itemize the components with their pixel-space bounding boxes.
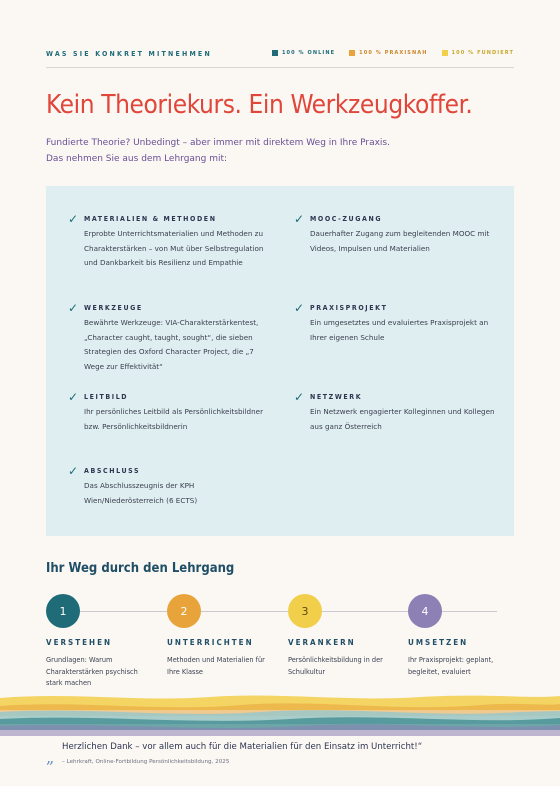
step-number-badge: 1 [46,594,80,628]
page-title: Kein Theoriekurs. Ein Werkzeugkoffer. [46,90,473,120]
step-heading: UMSETZEN [408,638,469,647]
quote-mark-icon: „ [46,748,55,767]
legend-swatch [349,50,355,56]
step-description: Grundlagen: Warum Charakterstärken psychisch stark machen [46,656,138,687]
checkmark-icon: ✓ [68,301,79,315]
feature-heading: MOOC-ZUGANG [310,215,383,223]
legend-label: 100 % PRAXISNAH [359,50,428,56]
checkmark-icon: ✓ [68,212,79,226]
feature-heading: LEITBILD [84,393,129,401]
checkmark-icon: ✓ [294,390,305,404]
feature-heading: PRAXISPROJEKT [310,304,388,312]
feature-description: Ein Netzwerk engagierter Kolleginnen und Kollegen aus ganz Österreich [310,407,495,431]
step-number-badge: 2 [167,594,201,628]
feature-description: Ihr persönliches Leitbild als Persönlichkeitsbildner bzw. Persönlichkeitsbildnerin [84,407,264,431]
step-heading: VERANKERN [288,638,356,647]
step-heading: VERSTEHEN [46,638,113,647]
legend-label: 100 % FUNDIERT [451,50,514,56]
eyebrow-label: WAS SIE KONKRET MITNEHMEN [46,50,212,58]
step-verstehen [46,594,164,690]
legend [272,50,514,56]
step-number-badge: 3 [288,594,322,628]
decorative-wave-band [0,690,560,736]
checkmark-icon: ✓ [68,464,79,478]
feature-heading: ABSCHLUSS [84,467,141,475]
legend-item-online [272,50,335,56]
intro-line-1: Fundierte Theorie? Unbedingt – aber immer mit direktem Weg in Ihre Praxis. [46,138,390,148]
feature-description: Das Abschlusszeugnis der KPH Wien/Niederösterreich (6 ECTS) [84,481,198,505]
path-title: Ihr Weg durch den Lehrgang [46,561,235,576]
legend-label: 100 % ONLINE [281,50,336,56]
step-unterrichten [167,594,285,678]
checkmark-icon: ✓ [294,212,305,226]
intro-line-2: Das nehmen Sie aus dem Lehrgang mit: [46,154,228,164]
legend-swatch [272,50,278,56]
features-panel [46,186,514,536]
feature-description: Dauerhafter Zugang zum begleitenden MOOC mit Videos, Impulsen und Materialien [310,229,490,253]
step-description: Ihr Praxisprojekt: geplant, begleitet, evaluiert [408,656,494,676]
feature-description: Bewährte Werkzeuge: VIA-Charakterstärkentest, „Character caught, taught, sought“, die sieben Strategien des Oxford Character Project, die „7 Wege zur Effektivität“ [84,318,259,371]
step-umsetzen [408,594,526,678]
feature-heading: WERKZEUGE [84,304,143,312]
step-heading: UNTERRICHTEN [167,638,254,647]
feature-heading: NETZWERK [310,393,363,401]
legend-swatch [442,50,448,56]
step-number-badge: 4 [408,594,442,628]
testimonial-source: – Lehrkraft, Online-Fortbildung Persönlichkeitsbildung, 2025 [62,759,230,765]
feature-description: Ein umgesetztes und evaluiertes Praxisprojekt an Ihrer eigenen Schule [310,318,489,342]
checkmark-icon: ✓ [68,390,79,404]
feature-heading: MATERIALIEN & METHODEN [84,215,217,223]
step-description: Persönlichkeitsbildung in der Schulkultur [288,656,383,676]
section-header [46,48,514,68]
testimonial-quote: Herzlichen Dank – vor allem auch für die Materialien für den Einsatz im Unterricht!“ [62,742,423,752]
step-description: Methoden und Materialien für Ihre Klasse [167,656,265,676]
checkmark-icon: ✓ [294,301,305,315]
intro-text [46,135,406,167]
legend-item-fundiert [442,50,514,56]
step-verankern [288,594,406,678]
legend-item-praxisnah [349,50,427,56]
feature-description: Erprobte Unterrichtsmaterialien und Methoden zu Charakterstärken – von Mut über Selbstregulation und Dankbarkeit bis Resilienz und Empathie [84,229,264,268]
